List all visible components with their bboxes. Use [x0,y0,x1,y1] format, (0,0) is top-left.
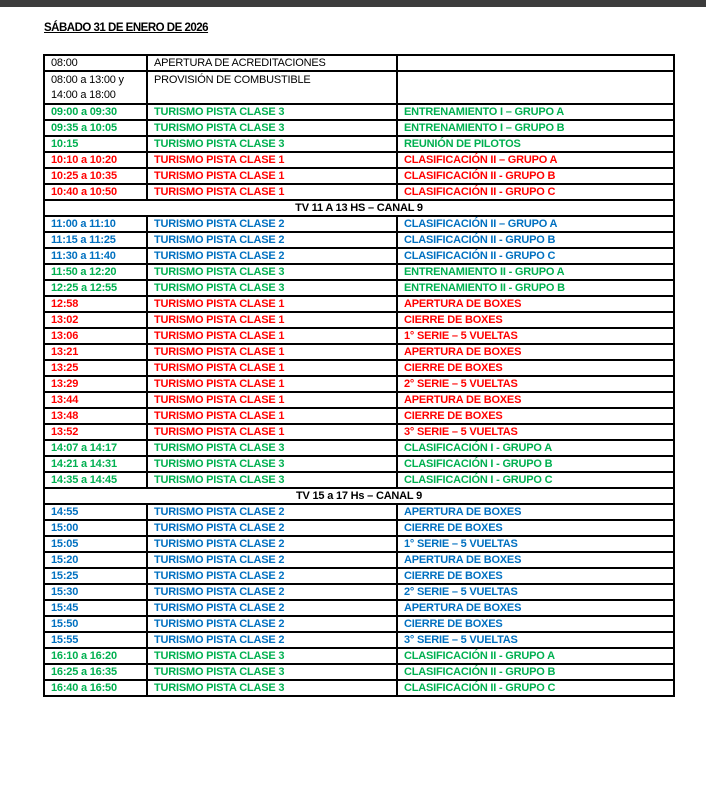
tv-broadcast-label: TV 11 A 13 HS – CANAL 9 [44,200,674,216]
time-cell: 08:00 [44,55,147,71]
category-cell: TURISMO PISTA CLASE 1 [147,376,397,392]
time-cell: 13:02 [44,312,147,328]
schedule-row [44,616,674,632]
schedule-row [44,328,674,344]
schedule-row [44,440,674,456]
schedule-row [44,392,674,408]
viewer-toolbar-bar [0,0,706,7]
schedule-row [44,648,674,664]
time-cell: 15:55 [44,632,147,648]
category-cell: TURISMO PISTA CLASE 1 [147,392,397,408]
schedule-body [44,55,674,696]
activity-cell: CIERRE DE BOXES [397,568,674,584]
activity-cell: 3° SERIE – 5 VUELTAS [397,424,674,440]
schedule-row [44,280,674,296]
time-cell: 13:52 [44,424,147,440]
schedule-row [44,376,674,392]
activity-cell: CLASIFICACIÓN II - GRUPO C [397,680,674,696]
activity-cell: CLASIFICACIÓN II – GRUPO A [397,152,674,168]
time-cell: 10:40 a 10:50 [44,184,147,200]
activity-cell: APERTURA DE BOXES [397,344,674,360]
time-cell: 14:21 a 14:31 [44,456,147,472]
activity-cell: CIERRE DE BOXES [397,520,674,536]
time-cell: 14:55 [44,504,147,520]
time-cell: 09:35 a 10:05 [44,120,147,136]
time-cell: 14:07 a 14:17 [44,440,147,456]
category-cell: TURISMO PISTA CLASE 3 [147,456,397,472]
activity-cell: CLASIFICACIÓN II - GRUPO B [397,232,674,248]
time-cell: 13:48 [44,408,147,424]
activity-cell: CLASIFICACIÓN I - GRUPO B [397,456,674,472]
activity-cell [397,55,674,71]
category-cell: TURISMO PISTA CLASE 2 [147,600,397,616]
category-cell: TURISMO PISTA CLASE 1 [147,344,397,360]
tv-broadcast-label: TV 15 a 17 Hs – CANAL 9 [44,488,674,504]
time-cell: 13:44 [44,392,147,408]
time-cell: 11:50 a 12:20 [44,264,147,280]
schedule-row [44,184,674,200]
time-cell: 14:35 a 14:45 [44,472,147,488]
activity-cell: 1° SERIE – 5 VUELTAS [397,536,674,552]
time-cell: 16:25 a 16:35 [44,664,147,680]
schedule-row [44,520,674,536]
schedule-row [44,120,674,136]
time-cell: 10:10 a 10:20 [44,152,147,168]
category-cell: TURISMO PISTA CLASE 3 [147,664,397,680]
category-cell: TURISMO PISTA CLASE 1 [147,152,397,168]
schedule-row [44,536,674,552]
category-cell: PROVISIÓN DE COMBUSTIBLE [147,71,397,104]
time-cell: 13:29 [44,376,147,392]
activity-cell: CIERRE DE BOXES [397,408,674,424]
schedule-row [44,424,674,440]
category-cell: TURISMO PISTA CLASE 3 [147,680,397,696]
category-cell: APERTURA DE ACREDITACIONES [147,55,397,71]
time-cell: 11:15 a 11:25 [44,232,147,248]
activity-cell: 2° SERIE – 5 VUELTAS [397,584,674,600]
time-cell: 15:45 [44,600,147,616]
category-cell: TURISMO PISTA CLASE 2 [147,616,397,632]
activity-cell: CIERRE DE BOXES [397,312,674,328]
category-cell: TURISMO PISTA CLASE 2 [147,248,397,264]
activity-cell: APERTURA DE BOXES [397,504,674,520]
category-cell: TURISMO PISTA CLASE 2 [147,216,397,232]
activity-cell: APERTURA DE BOXES [397,600,674,616]
category-cell: TURISMO PISTA CLASE 1 [147,168,397,184]
time-cell: 08:00 a 13:00 y 14:00 a 18:00 [44,71,147,104]
tv-broadcast-row [44,488,674,504]
activity-cell: 3° SERIE – 5 VUELTAS [397,632,674,648]
category-cell: TURISMO PISTA CLASE 1 [147,184,397,200]
schedule-row [44,55,674,71]
category-cell: TURISMO PISTA CLASE 3 [147,440,397,456]
category-cell: TURISMO PISTA CLASE 2 [147,504,397,520]
category-cell: TURISMO PISTA CLASE 2 [147,584,397,600]
activity-cell: CLASIFICACIÓN II - GRUPO B [397,664,674,680]
schedule-row [44,360,674,376]
category-cell: TURISMO PISTA CLASE 2 [147,568,397,584]
time-cell: 11:30 a 11:40 [44,248,147,264]
schedule-row [44,104,674,120]
time-cell: 12:58 [44,296,147,312]
category-cell: TURISMO PISTA CLASE 1 [147,424,397,440]
schedule-row [44,152,674,168]
activity-cell: CIERRE DE BOXES [397,360,674,376]
category-cell: TURISMO PISTA CLASE 3 [147,104,397,120]
schedule-row [44,680,674,696]
activity-cell: APERTURA DE BOXES [397,296,674,312]
schedule-row [44,408,674,424]
time-cell: 11:00 a 11:10 [44,216,147,232]
activity-cell: CLASIFICACIÓN I - GRUPO C [397,472,674,488]
category-cell: TURISMO PISTA CLASE 2 [147,552,397,568]
category-cell: TURISMO PISTA CLASE 2 [147,232,397,248]
schedule-row [44,632,674,648]
time-cell: 15:20 [44,552,147,568]
category-cell: TURISMO PISTA CLASE 1 [147,408,397,424]
activity-cell [397,71,674,104]
schedule-row [44,136,674,152]
activity-cell: ENTRENAMIENTO II - GRUPO B [397,280,674,296]
activity-cell: ENTRENAMIENTO I – GRUPO A [397,104,674,120]
category-cell: TURISMO PISTA CLASE 1 [147,360,397,376]
time-cell: 15:50 [44,616,147,632]
category-cell: TURISMO PISTA CLASE 3 [147,648,397,664]
schedule-row [44,232,674,248]
page-title: SÁBADO 31 DE ENERO DE 2026 [44,22,209,34]
activity-cell: CLASIFICACIÓN II - GRUPO B [397,168,674,184]
schedule-row [44,248,674,264]
schedule-row [44,312,674,328]
activity-cell: CIERRE DE BOXES [397,616,674,632]
category-cell: TURISMO PISTA CLASE 2 [147,536,397,552]
schedule-row [44,664,674,680]
category-cell: TURISMO PISTA CLASE 3 [147,136,397,152]
time-cell: 15:25 [44,568,147,584]
time-cell: 13:25 [44,360,147,376]
time-cell: 16:40 a 16:50 [44,680,147,696]
activity-cell: ENTRENAMIENTO II - GRUPO A [397,264,674,280]
activity-cell: APERTURA DE BOXES [397,552,674,568]
schedule-row [44,216,674,232]
schedule-row [44,71,674,104]
schedule-row [44,504,674,520]
category-cell: TURISMO PISTA CLASE 3 [147,472,397,488]
schedule-row [44,600,674,616]
activity-cell: CLASIFICACIÓN II - GRUPO A [397,648,674,664]
activity-cell: 2° SERIE – 5 VUELTAS [397,376,674,392]
activity-cell: CLASIFICACIÓN II – GRUPO A [397,216,674,232]
schedule-row [44,264,674,280]
time-cell: 13:21 [44,344,147,360]
schedule-row [44,296,674,312]
category-cell: TURISMO PISTA CLASE 3 [147,280,397,296]
time-cell: 10:25 a 10:35 [44,168,147,184]
activity-cell: CLASIFICACIÓN II - GRUPO C [397,248,674,264]
category-cell: TURISMO PISTA CLASE 1 [147,296,397,312]
tv-broadcast-row [44,200,674,216]
schedule-row [44,456,674,472]
schedule-row [44,584,674,600]
category-cell: TURISMO PISTA CLASE 3 [147,120,397,136]
category-cell: TURISMO PISTA CLASE 1 [147,328,397,344]
activity-cell: CLASIFICACIÓN I - GRUPO A [397,440,674,456]
schedule-row [44,568,674,584]
category-cell: TURISMO PISTA CLASE 2 [147,520,397,536]
category-cell: TURISMO PISTA CLASE 1 [147,312,397,328]
time-cell: 15:05 [44,536,147,552]
category-cell: TURISMO PISTA CLASE 3 [147,264,397,280]
schedule-table [43,54,675,697]
time-cell: 10:15 [44,136,147,152]
time-cell: 13:06 [44,328,147,344]
schedule-row [44,552,674,568]
activity-cell: REUNIÓN DE PILOTOS [397,136,674,152]
activity-cell: APERTURA DE BOXES [397,392,674,408]
time-cell: 09:00 a 09:30 [44,104,147,120]
time-cell: 16:10 a 16:20 [44,648,147,664]
schedule-row [44,344,674,360]
time-cell: 12:25 a 12:55 [44,280,147,296]
activity-cell: 1° SERIE – 5 VUELTAS [397,328,674,344]
time-cell: 15:30 [44,584,147,600]
category-cell: TURISMO PISTA CLASE 2 [147,632,397,648]
schedule-row [44,472,674,488]
time-cell: 15:00 [44,520,147,536]
schedule-row [44,168,674,184]
activity-cell: ENTRENAMIENTO I – GRUPO B [397,120,674,136]
activity-cell: CLASIFICACIÓN II - GRUPO C [397,184,674,200]
